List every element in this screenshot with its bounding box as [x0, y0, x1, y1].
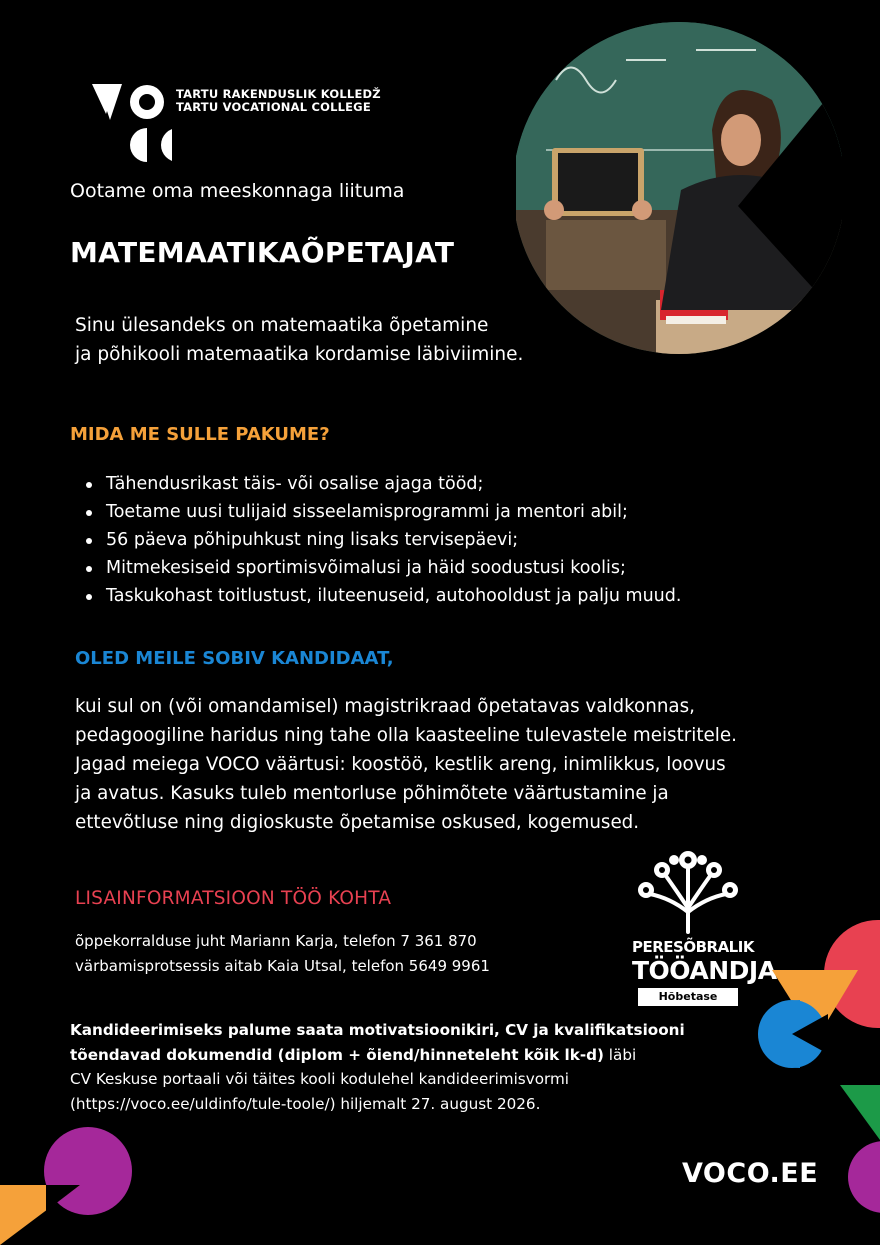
college-name-et: TARTU RAKENDUSLIK KOLLEDŽ	[176, 87, 381, 101]
apply-line-rest: läbi	[603, 1045, 637, 1064]
candidate-heading: OLED MEILE SOBIV KANDIDAAT,	[75, 648, 394, 669]
offer-item: Taskukohast toitlustust, iluteenuseid, autohooldust ja palju muud.	[84, 582, 681, 610]
college-name-en: TARTU VOCATIONAL COLLEGE	[176, 100, 371, 114]
contact-line: õppekorralduse juht Mariann Karja, telefon 7 361 870	[75, 932, 477, 950]
intro-text: Ootame oma meeskonnaga liituma	[70, 180, 405, 202]
job-summary	[75, 311, 615, 369]
badge-line1: PERESÕBRALIK	[632, 938, 754, 956]
decorative-shapes-corner	[840, 1085, 880, 1215]
offer-item: 56 päeva põhipuhkust ning lisaks tervisepäevi;	[84, 526, 681, 554]
info-heading: LISAINFORMATSIOON TÖÖ KOHTA	[75, 888, 392, 909]
tree-icon	[632, 850, 744, 940]
offer-item: Toetame uusi tulijaid sisseelamisprogrammi ja mentori abil;	[84, 498, 681, 526]
candidate-text	[75, 692, 845, 837]
offer-item: Mitmekesiseid sportimisvõimalusi ja häid soodustusi koolis;	[84, 554, 681, 582]
apply-line: tõendavad dokumendid (diplom + õiend/hinneteleht kõik lk-d)	[70, 1045, 604, 1064]
teacher-photo	[516, 20, 842, 356]
application-instructions	[70, 1018, 750, 1116]
decorative-shapes-left	[0, 1125, 140, 1245]
badge-line2: TÖÖANDJA	[632, 956, 777, 985]
decorative-shapes-right	[748, 910, 880, 1078]
job-title: MATEMAATIKAÕPETAJAT	[70, 236, 455, 269]
candidate-line: pedagoogiline haridus ning tahe olla kaasteeline tulevastele meistritele.	[75, 725, 737, 746]
offer-list	[84, 470, 681, 610]
badge-level: Hõbetase	[638, 988, 738, 1006]
contact-line: värbamisprotsessis aitab Kaia Utsal, telefon 5649 9961	[75, 957, 490, 975]
voco-logo-mark	[92, 84, 172, 164]
apply-line: CV Keskuse portaali või täites kooli kodulehel kandideerimisvormi	[70, 1070, 569, 1088]
voco-logo	[92, 84, 382, 164]
candidate-line: kui sul on (või omandamisel) magistrikraad õpetatavas valdkonnas,	[75, 696, 695, 717]
family-friendly-employer-badge	[632, 850, 777, 1010]
summary-line: Sinu ülesandeks on matemaatika õpetamine	[75, 315, 489, 336]
apply-line: (https://voco.ee/uldinfo/tule-toole/) hiljemalt 27. august 2026.	[70, 1094, 541, 1113]
candidate-line: ettevõtluse ning digioskuste õpetamise oskused, kogemused.	[75, 812, 640, 833]
website-link[interactable]: VOCO.EE	[682, 1158, 819, 1189]
college-name	[176, 88, 381, 114]
offer-item: Tähendusrikast täis- või osalise ajaga tööd;	[84, 470, 681, 498]
candidate-line: ja avatus. Kasuks tuleb mentorluse põhimõtete väärtustamine ja	[75, 783, 669, 804]
summary-line: ja põhikooli matemaatika kordamise läbiviimine.	[75, 344, 524, 365]
offer-heading: MIDA ME SULLE PAKUME?	[70, 424, 330, 445]
candidate-line: Jagad meiega VOCO väärtusi: koostöö, kestlik areng, inimlikkus, loovus	[75, 754, 726, 775]
apply-line: Kandideerimiseks palume saata motivatsioonikiri, CV ja kvalifikatsiooni	[70, 1021, 685, 1039]
